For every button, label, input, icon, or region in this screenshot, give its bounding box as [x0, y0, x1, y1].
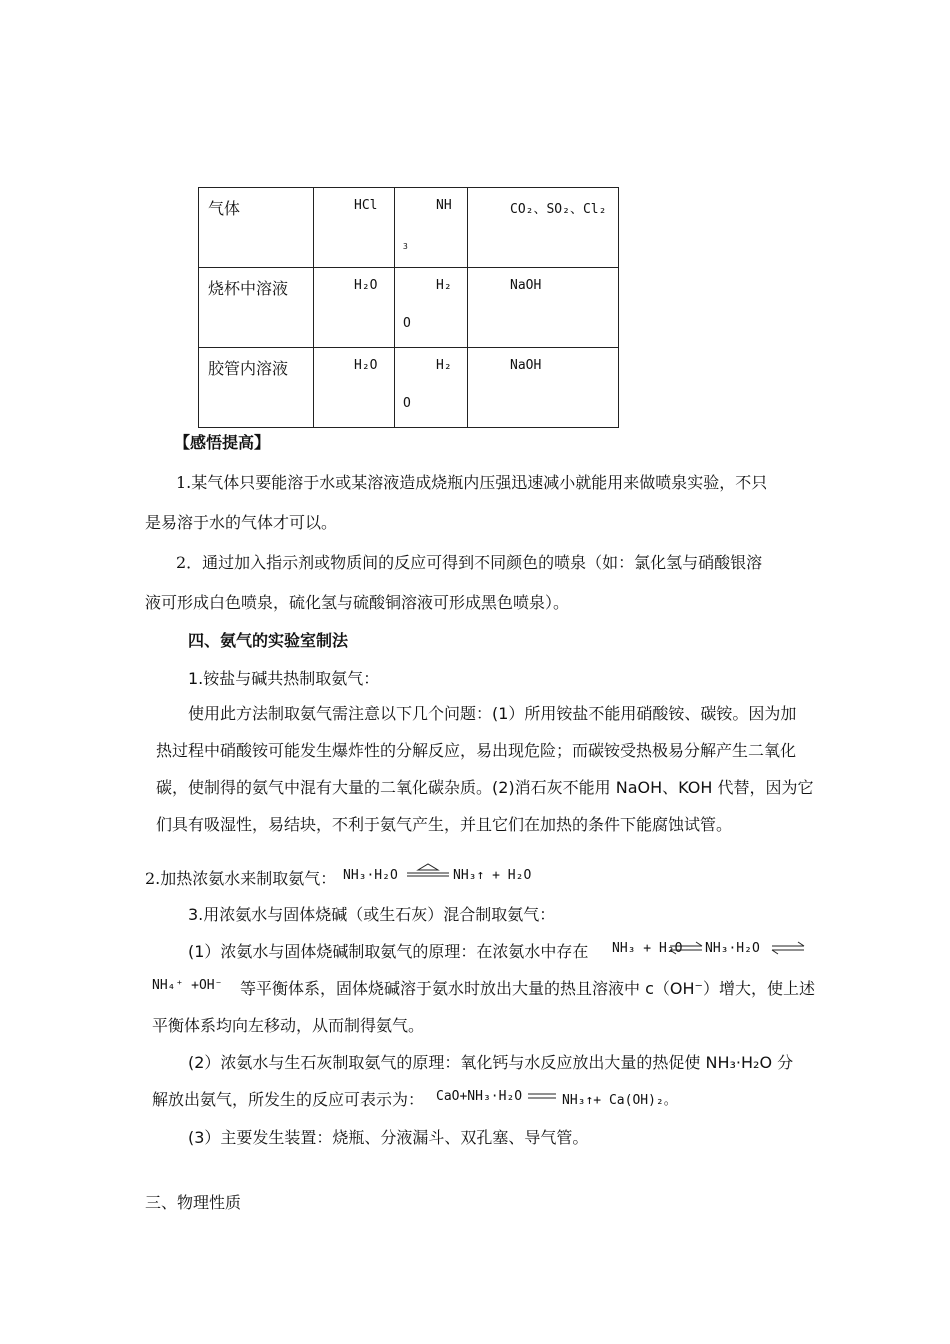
- method-3-p2-line-2c: NH₃↑+ Ca(OH)₂。: [562, 1093, 677, 1108]
- table-cell: NH: [436, 198, 452, 213]
- table-cell: NaOH: [510, 278, 542, 293]
- table-cell: O: [403, 396, 411, 411]
- section-4-title: 四、氨气的实验室制法: [188, 631, 349, 650]
- row-label: 胶管内溶液: [208, 359, 289, 378]
- equals-sign-icon: [527, 1090, 557, 1102]
- insight-paragraph-1-line-2: 是易溶于水的气体才可以。: [145, 513, 338, 532]
- equilibrium-arrow-icon: [770, 940, 806, 956]
- table-cell: HCl: [354, 198, 378, 213]
- equilibrium-arrow-icon: [668, 940, 704, 956]
- method-3-p2-line-2a: 解放出氨气，所发生的反应可表示为：: [152, 1090, 425, 1109]
- row-label: 烧杯中溶液: [208, 279, 289, 298]
- method-3-p1-line-3: 平衡体系均向左移动，从而制得氨气。: [152, 1016, 425, 1035]
- method-3-p2-line-1: (2）浓氨水与生石灰制取氨气的原理：氧化钙与水反应放出大量的热促使 NH₃·H₂O 分: [188, 1053, 794, 1072]
- method-3-p1-line-1a: (1）浓氨水与固体烧碱制取氨气的原理：在浓氨水中存在: [188, 942, 589, 961]
- method-2-eq-right: NH₃↑ + H₂O: [453, 868, 532, 883]
- insight-paragraph-1-line-1: 1.某气体只要能溶于水或某溶液造成烧瓶内压强迅速减小就能用来做喷泉实验，不只: [176, 473, 768, 492]
- method-3-title: 3.用浓氨水与固体烧碱（或生石灰）混合制取氨气：: [188, 905, 556, 924]
- method-3-p1-line-1c: NH₃·H₂O: [705, 941, 760, 956]
- table-cell: NaOH: [510, 358, 542, 373]
- method-1-title: 1.铵盐与碱共热制取氨气：: [188, 669, 380, 688]
- method-1-line-1: 使用此方法制取氨气需注意以下几个问题：(1）所用铵盐不能用硝酸铵、碳铵。因为加: [188, 704, 797, 723]
- table-cell: H₂: [436, 278, 452, 293]
- table-cell: O: [403, 316, 411, 331]
- section-3-title: 三、物理性质: [145, 1193, 242, 1212]
- insight-paragraph-2-line-2: 液可形成白色喷泉，硫化氢与硫酸铜溶液可形成黑色喷泉）。: [145, 593, 570, 612]
- row-label: 气体: [208, 199, 241, 218]
- insight-paragraph-2-line-1: 2．通过加入指示剂或物质间的反应可得到不同颜色的喷泉（如：氯化氢与硝酸银溶: [176, 553, 763, 572]
- table-cell: H₂: [436, 358, 452, 373]
- method-1-line-3: 碳，使制得的氨气中混有大量的二氧化碳杂质。(2)消石灰不能用 NaOH、KOH 代替，因为它: [156, 778, 814, 797]
- method-3-p1-line-2a: NH₄⁺ +OH⁻: [152, 978, 223, 993]
- table-row: [199, 188, 619, 268]
- method-3-p1-line-1b: NH₃ + H₂O: [612, 941, 683, 956]
- heat-equilibrium-arrow-icon: [405, 863, 451, 881]
- method-1-line-2: 热过程中硝酸铵可能发生爆炸性的分解反应，易出现危险；而碳铵受热极易分解产生二氧化: [156, 741, 797, 760]
- method-3-p1-line-2b: 等平衡体系，固体烧碱溶于氨水时放出大量的热且溶液中 c（OH⁻）增大，使上述: [240, 979, 815, 998]
- method-3-p3: (3）主要发生装置：烧瓶、分液漏斗、双孔塞、导气管。: [188, 1128, 589, 1147]
- insight-title: 【感悟提高】: [174, 433, 271, 452]
- table-cell: 3: [403, 242, 408, 251]
- table-cell: H₂O: [354, 278, 378, 293]
- table-cell: H₂O: [354, 358, 378, 373]
- table-cell: CO₂、SO₂、Cl₂: [510, 202, 607, 217]
- method-3-p2-line-2b: CaO+NH₃·H₂O: [436, 1089, 523, 1104]
- method-2-eq-left: NH₃·H₂O: [343, 868, 398, 883]
- method-1-line-4: 们具有吸湿性，易结块，不利于氨气产生，并且它们在加热的条件下能腐蚀试管。: [156, 815, 733, 834]
- table-row: [199, 348, 619, 428]
- method-2-title: 2.加热浓氨水来制取氨气：: [145, 869, 337, 888]
- table-row: [199, 268, 619, 348]
- gas-solution-table: [198, 187, 619, 428]
